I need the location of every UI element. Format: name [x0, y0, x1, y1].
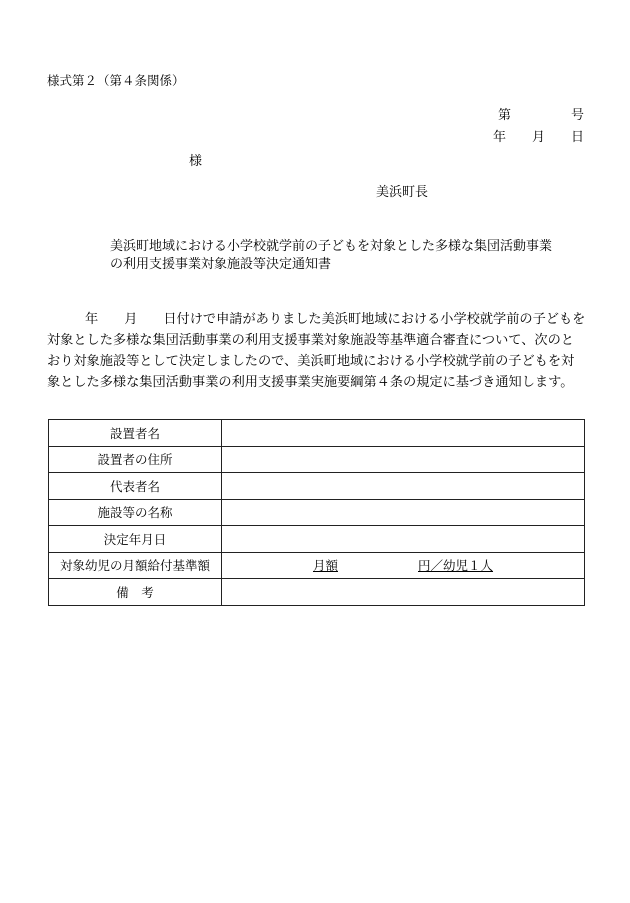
- title-line-2: の利用支援事業対象施設等決定通知書: [110, 257, 332, 272]
- row-label: 代表者名: [49, 473, 222, 500]
- subsidy-amount[interactable]: [222, 552, 585, 579]
- date-month: 月: [531, 130, 545, 145]
- row-value-representative[interactable]: [222, 473, 585, 500]
- row-value-facility-name[interactable]: [222, 499, 585, 526]
- document-number: [498, 104, 584, 123]
- form-label: 様式第２（第４条関係）: [47, 73, 185, 88]
- row-value-owner-address[interactable]: [222, 446, 585, 473]
- row-label: 設置者名: [49, 420, 222, 447]
- table-row: [49, 446, 585, 473]
- row-label: 決定年月日: [49, 526, 222, 553]
- subsidy-prefix: 月額: [312, 558, 338, 574]
- remarks-value[interactable]: [222, 579, 585, 606]
- details-table: [48, 419, 585, 606]
- table-row: [49, 579, 585, 606]
- table-row: [49, 526, 585, 553]
- subsidy-suffix: 円／幼児１人: [418, 558, 494, 574]
- row-value-decision-date[interactable]: [222, 526, 585, 553]
- notice-body: [47, 309, 587, 393]
- row-value-owner-name[interactable]: [222, 420, 585, 447]
- date-day: 日: [570, 130, 584, 145]
- issue-date: [493, 126, 584, 145]
- subsidy-label: 対象幼児の月額給付基準額: [49, 552, 222, 579]
- title-line-1: 美浜町地域における小学校就学前の子どもを対象とした多様な集団活動事業: [110, 239, 553, 254]
- doc-no-suffix: 号: [570, 108, 584, 123]
- table-row: [49, 499, 585, 526]
- row-label: 施設等の名称: [49, 499, 222, 526]
- table-row: [49, 420, 585, 447]
- doc-no-prefix: 第: [497, 108, 511, 123]
- document-title: [110, 238, 552, 274]
- body-year: 年: [85, 312, 99, 327]
- body-month: 月: [124, 312, 138, 327]
- date-year: 年: [492, 130, 506, 145]
- remarks-label: 備 考: [49, 579, 222, 606]
- issuer: 美浜町長: [376, 185, 429, 200]
- table-row: [49, 473, 585, 500]
- table-row: [49, 552, 585, 579]
- row-label: 設置者の住所: [49, 446, 222, 473]
- body-text: 日付けで申請がありました美浜町地域における小学校就学前の子どもを対象とした多様な集団活動事業の利用支援事業対象施設等基準適合審査について、次のとおり対象施設等として決定しましたので、美浜町地域における小学校就学前の子どもを対象とした多様な集団活動事業の利用支援事業実施要綱第４条の規定に基づき通知します。: [47, 312, 586, 390]
- addressee: 様: [189, 154, 203, 169]
